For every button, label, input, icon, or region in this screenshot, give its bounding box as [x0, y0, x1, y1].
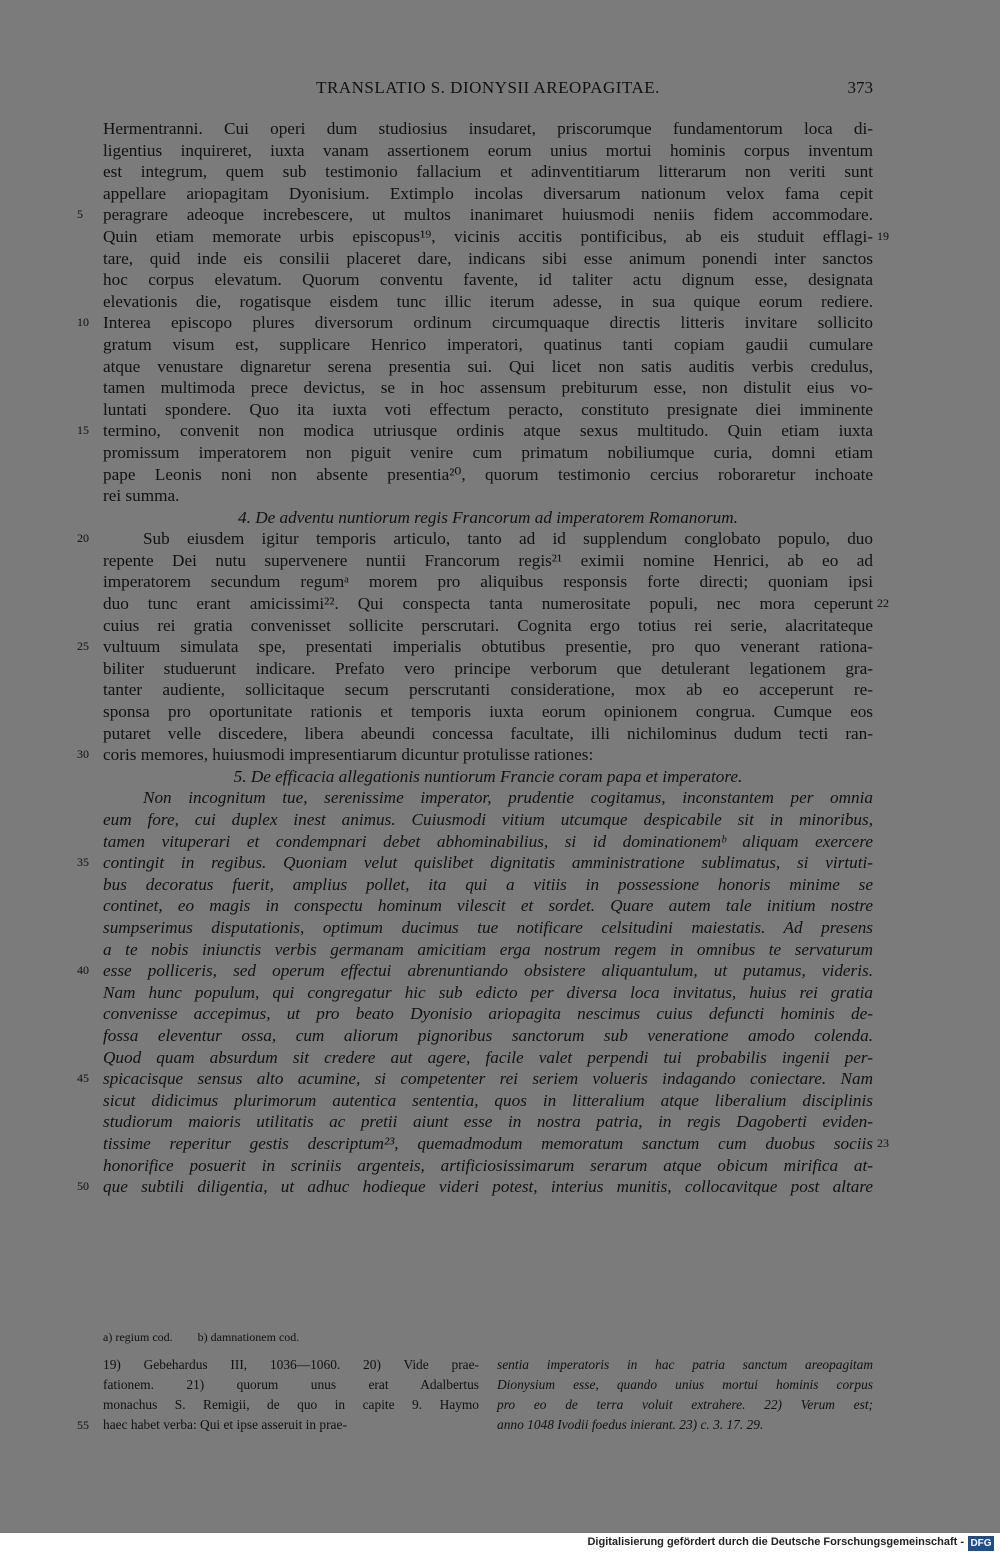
line-text: biliter studuerunt indicare. Prefato vero principe verborum que detulerant legationem gra- — [103, 658, 873, 678]
line-text: gratum visum est, supplicare Henrico imperatori, quatinus tanti copiam gaudii cumulare — [103, 334, 873, 354]
line-text: Sub eiusdem igitur temporis articulo, tanto ad id supplendum conglobato populo, duo — [143, 529, 873, 549]
text-line — [103, 1047, 873, 1069]
footnote-line — [497, 1415, 873, 1435]
line-text: tare, quid inde eis consilii placeret dare, indicans sibi esse animum ponendi inter sanctos — [103, 248, 873, 268]
footnote-text: pro eo de terra voluit extrahere. 22) Verum est; — [497, 1397, 873, 1412]
line-text: rei summa. — [103, 486, 180, 506]
text-line — [103, 658, 873, 680]
footnote-line — [497, 1395, 873, 1415]
line-text: coris memores, huiusmodi impresentiarum dicuntur protulisse rationes: — [103, 745, 594, 765]
line-text: studiorum maioris utilitatis ac pretii aiunt esse in nostra patria, in regis Dagoberti eviden- — [103, 1112, 873, 1132]
text-line — [103, 1003, 873, 1025]
footnote-text: monachus S. Remigii, de quo in capite 9. Haymo — [103, 1397, 479, 1412]
line-number: 20 — [77, 531, 89, 546]
text-line — [77, 1176, 873, 1198]
text-line — [103, 140, 873, 162]
line-text: convenisse accepimus, ut pro beato Dyonisio ariopagita nescimus cuius defuncti hominis de- — [103, 1004, 873, 1024]
text-line — [103, 723, 873, 745]
line-text: sponsa pro oportunitate rationis et temporis iuxta eorum opinionem congrua. Cumque eos — [103, 702, 873, 722]
line-text: promissum imperatorem non piguit venire cum primatum nobiliumque curia, domni etiam — [103, 442, 873, 462]
text-line — [103, 679, 873, 701]
text-line — [77, 528, 873, 550]
text-line — [77, 960, 873, 982]
line-text: Quin etiam memorate urbis episcopus¹⁹, vicinis accitis pontificibus, ab eis studuit efflagi- — [103, 226, 873, 246]
line-text: tissime reperitur gestis descriptum²³, quemadmodum memoratum sanctum cum duobus sociis — [103, 1133, 873, 1153]
text-line — [77, 312, 873, 334]
text-line — [103, 183, 873, 205]
line-text: Hermentranni. Cui operi dum studiosius insudaret, priscorumque fundamentorum loca di- — [103, 119, 873, 138]
line-text: est integrum, quem sub testimonio fallacium et adinventitiarum litterarum non veriti sunt — [103, 162, 873, 182]
footnotes-right-column — [497, 1355, 873, 1435]
line-text: Non incognitum tue, serenissime imperator, prudentie cogitamus, inconstantem per omnia — [143, 788, 873, 808]
footnote-text: haec habet verba: Qui et ipse asseruit in prae- — [103, 1417, 347, 1432]
margin-note-number: 22 — [877, 596, 889, 611]
text-line — [103, 982, 873, 1004]
text-line — [77, 204, 873, 226]
line-text: peragrare adeoque increbescere, ut multos inanimaret huiusmodi neniis fidem accommodare. — [103, 205, 873, 225]
line-text: esse polliceris, sed operum effectui abrenuntiando obsistere aliquantulum, ut putamus, videris. — [103, 961, 873, 981]
text-line — [103, 161, 873, 183]
footnotes-left-column — [77, 1355, 479, 1435]
line-number: 5 — [77, 207, 83, 222]
text-line — [103, 377, 873, 399]
apparatus-notes — [103, 1330, 503, 1345]
text-line — [103, 485, 873, 507]
line-text: ligentius inquireret, iuxta vanam assertionem eorum unius mortui hominis corpus inventum — [103, 140, 873, 160]
running-title: TRANSLATIO S. DIONYSII AREOPAGITAE. — [316, 78, 660, 97]
line-text: hoc corpus elevatum. Quorum conventu favente, id taliter actu dignum esse, designata — [103, 270, 873, 290]
line-text: termino, convenit non modica utriusque ordinis atque sexus multitudo. Quin etiam iuxta — [103, 421, 873, 441]
funding-credit: Digitalisierung gefördert durch die Deutsche Forschungsgemeinschaft - — [587, 1536, 964, 1548]
footnote-line — [77, 1415, 479, 1435]
section-heading — [103, 507, 873, 529]
apparatus-note: a) regium cod. — [103, 1330, 173, 1344]
line-text: fossa eleventur ossa, cum aliorum pignoribus sanctorum sub veneratione amodo colenda. — [103, 1025, 873, 1045]
text-line — [103, 917, 873, 939]
footnote-text: Dionysium esse, quando unius mortui hominis corpus — [497, 1377, 873, 1392]
line-text: vultuum simulata spe, presentati imperialis obtutibus presentie, pro quo venerant rationa- — [103, 637, 873, 657]
text-line — [103, 787, 873, 809]
footnote-line — [103, 1395, 479, 1415]
line-text: appellare ariopagitam Dyonisium. Extimplo incolas diversarum nationum velox fama cepit — [103, 183, 873, 203]
text-line — [103, 701, 873, 723]
line-number: 10 — [77, 315, 89, 330]
text-line — [103, 1155, 873, 1177]
line-number: 15 — [77, 423, 89, 438]
line-number: 55 — [77, 1418, 89, 1432]
text-line — [103, 248, 873, 270]
line-text: sumpserimus disputationis, optimum ducimus tue notificare celsitudini maiestatis. Ad presens — [103, 917, 873, 937]
line-text: a te nobis iniunctis verbis germanam amicitiam erga nostrum regem in omnibus te servaturum — [103, 939, 873, 959]
footnote-line — [103, 1375, 479, 1395]
text-line — [103, 356, 873, 378]
footer-bar — [0, 1533, 1000, 1555]
dfg-logo: DFG — [968, 1536, 994, 1551]
line-text: putaret velle discedere, libera abeundi concessa facultate, illi nichilominus dudum tecti ran- — [103, 723, 873, 743]
line-text: sicut didicimus plurimorum autentica sententia, quos in litteralium atque liberalium disciplinis — [103, 1090, 873, 1110]
text-line — [103, 831, 873, 853]
footnote-line — [103, 1355, 479, 1375]
line-text: repente Dei nutu supervenere nuntii Francorum regis²¹ eximii nomine Henrici, ab eo ad — [103, 550, 873, 570]
text-line — [103, 291, 873, 313]
text-line — [103, 809, 873, 831]
text-line — [103, 118, 873, 140]
main-text — [77, 118, 889, 1198]
footnote-text: 19) Gebehardus III, 1036—1060. 20) Vide prae- — [103, 1357, 479, 1372]
line-text: elevationis die, rogatisque eisdem tunc illic iterum adesse, in sua quique eorum rediere. — [103, 291, 873, 311]
line-text: tanter audiente, sollicitaque secum perscrutanti consideratione, mox ab eo acceperunt re- — [103, 680, 873, 700]
line-text: 4. De adventu nuntiorum regis Francorum ad imperatorem Romanorum. — [238, 507, 738, 527]
text-line — [103, 442, 873, 464]
line-text: spicacisque sensus alto acumine, si competenter rei seriem volueris indagando coniectare. Nam — [103, 1069, 873, 1089]
text-line — [103, 593, 889, 615]
text-line — [103, 939, 873, 961]
line-text: 5. De efficacia allegationis nuntiorum Francie coram papa et imperatore. — [233, 766, 743, 786]
text-line — [77, 636, 873, 658]
text-line — [103, 464, 873, 486]
text-line — [103, 571, 873, 593]
text-line — [103, 1111, 873, 1133]
line-number: 30 — [77, 747, 89, 762]
line-text: tamen vituperari et condempnari debet abhominabilius, si id dominationemᵇ aliquam exercere — [103, 831, 873, 851]
line-text: Nam hunc populum, qui congregatur hic sub edicto per diversa loca invitatus, huius rei gratia — [103, 982, 873, 1002]
margin-note-number: 23 — [877, 1135, 889, 1150]
line-number: 35 — [77, 855, 89, 870]
line-text: cuius rei gratia convenisset sollicite perscrutari. Cognita ergo totius rei serie, alacritateque — [103, 615, 873, 635]
line-text: contingit in regibus. Quoniam velut quislibet dignitatis amministratione sublimatus, si virtuti- — [103, 853, 873, 873]
footnote-text: fationem. 21) quorum unus erat Adalbertus — [103, 1377, 479, 1392]
line-text: imperatorem secundum regumᵃ morem pro aliquibus responsis forte directi; quoniam ipsi — [103, 572, 873, 592]
line-number: 40 — [77, 963, 89, 978]
text-line — [77, 744, 873, 766]
apparatus-note: b) damnationem cod. — [197, 1330, 300, 1344]
line-number: 50 — [77, 1179, 89, 1194]
line-text: bus decoratus fuerit, amplius pollet, ita qui a vitiis in possessione honoris minime se — [103, 874, 873, 894]
line-text: luntati spondere. Quo ita iuxta voti effectum peracto, constituto presignate diei imminente — [103, 399, 873, 419]
text-line — [103, 226, 889, 248]
text-line — [103, 1133, 889, 1155]
line-text: continet, eo magis in conspectu hominum vilescit et sordet. Quare autem tale initium nostre — [103, 896, 873, 916]
line-text: duo tunc erant amicissimi²². Qui conspecta tanta numerositate populi, nec mora ceperunt — [103, 594, 873, 614]
footnote-text: sentia imperatoris in hac patria sanctum areopagitam — [497, 1357, 873, 1372]
text-line — [103, 1025, 873, 1047]
line-text: honorifice posuerit in scriniis argenteis, artificiosissimarum serarum atque obicum mirifica at- — [103, 1155, 873, 1175]
text-line — [103, 895, 873, 917]
line-number: 45 — [77, 1071, 89, 1086]
text-line — [103, 615, 873, 637]
page-number: 373 — [847, 78, 873, 97]
text-line — [103, 550, 873, 572]
text-line — [103, 334, 873, 356]
text-line — [103, 1090, 873, 1112]
line-text: Interea episcopo plures diversorum ordinum circumquaque directis litteris invitare sollicito — [103, 313, 873, 333]
text-line — [103, 269, 873, 291]
text-line — [77, 1068, 873, 1090]
footnote-text: anno 1048 Ivodii foedus inierant. 23) c. 3. 17. 29. — [497, 1417, 764, 1432]
text-line — [77, 852, 873, 874]
line-text: pape Leonis noni non absente presentia²⁰, quorum testimonio cercius roboraretur inchoate — [103, 464, 873, 484]
footnote-line — [497, 1355, 873, 1375]
line-text: eum fore, cui duplex inest animus. Cuiusmodi vitium utcumque despicabile sit in minoribus, — [103, 810, 873, 829]
line-text: Quod quam absurdum sit credere aut agere, facile valet perpendi tui probabilis ingenii per- — [103, 1047, 873, 1067]
running-header — [103, 78, 873, 102]
footnote-line — [497, 1375, 873, 1395]
line-text: tamen multimoda prece devictus, se in hoc assensum prebiturum esse, non distulit eius vo- — [103, 378, 873, 398]
text-line — [103, 874, 873, 896]
section-heading — [103, 766, 873, 788]
line-text: atque venustare dignaretur serena presentia sui. Qui licet non satis auditis verbis credulus, — [103, 356, 873, 376]
line-text: que subtili diligentia, ut adhuc hodieque videri potest, interius munitis, collocavitque post altare — [103, 1177, 873, 1197]
text-line — [77, 420, 873, 442]
margin-note-number: 19 — [877, 228, 889, 243]
line-number: 25 — [77, 639, 89, 654]
text-line — [103, 399, 873, 421]
